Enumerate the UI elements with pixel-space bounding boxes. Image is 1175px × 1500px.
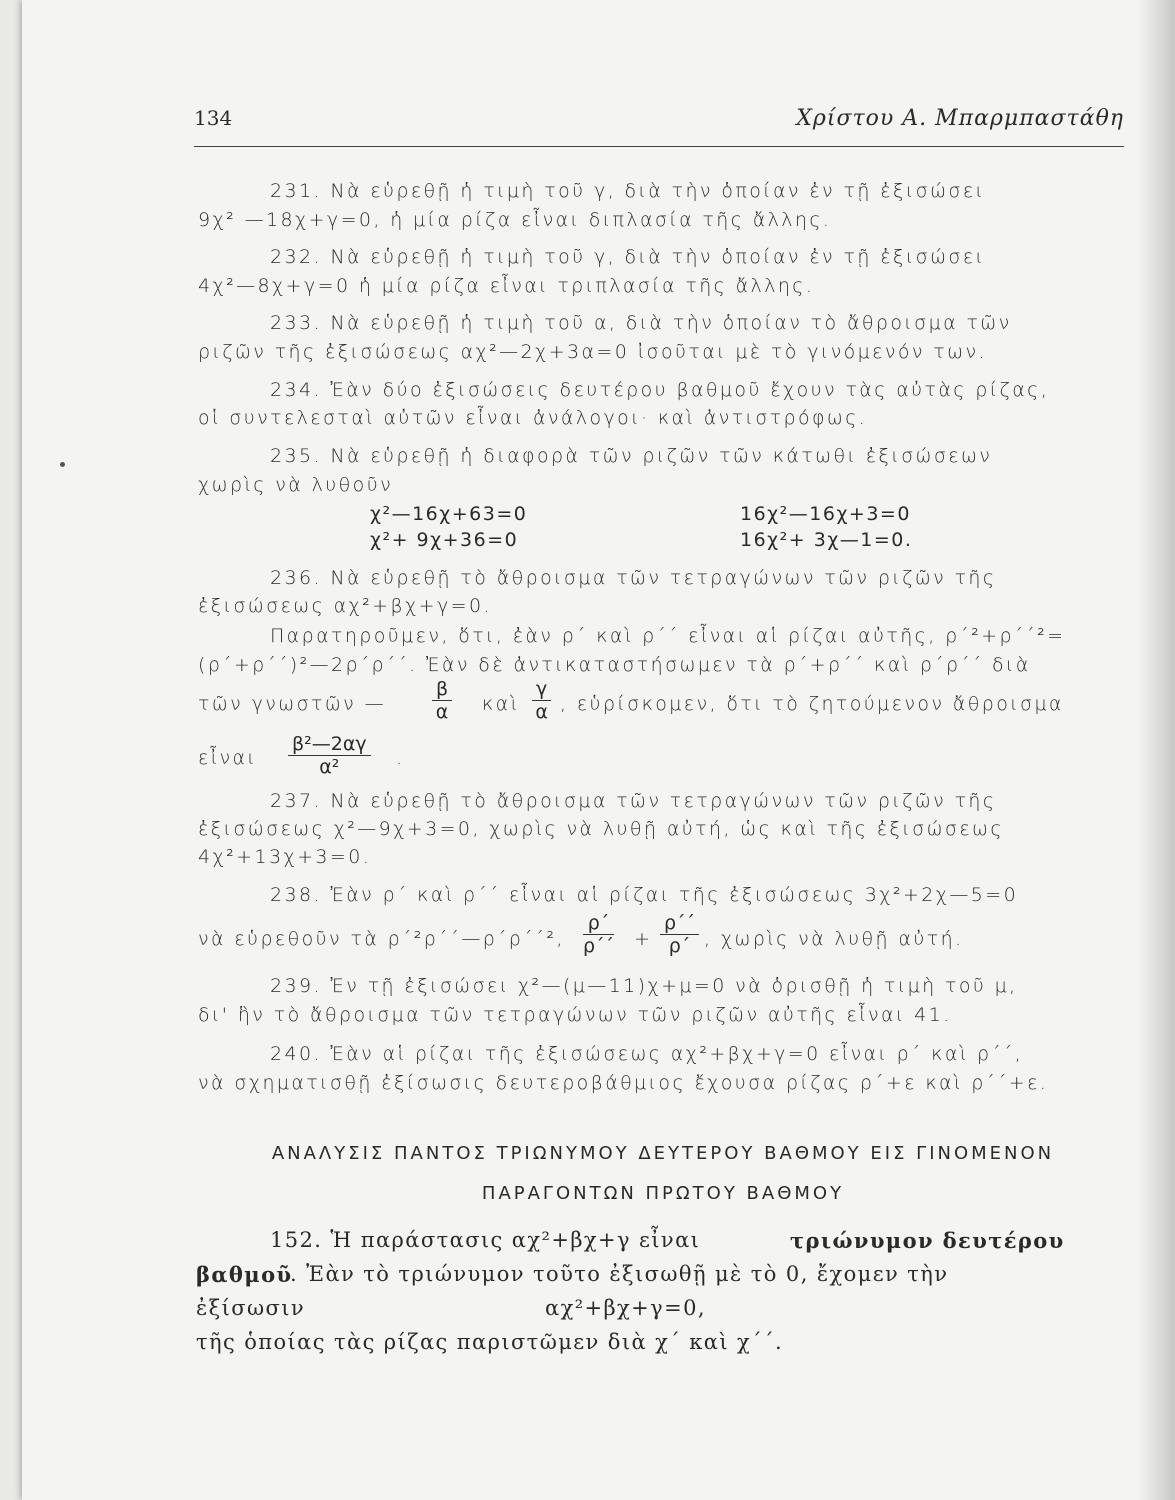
problem-236-line6-end: . — [396, 747, 405, 769]
fraction-rho1-over-rho2 — [583, 912, 614, 957]
problem-236-line3: Παρατηροῦμεν, ὅτι, ἐὰν ρ΄ καὶ ρ΄΄ εἶναι αἱ ρίζαι αὐτῆς, ρ΄²+ρ΄΄²= — [270, 625, 1066, 647]
fraction-rho2-over-rho1 — [660, 912, 699, 957]
para-152-equation: αχ²+βχ+γ=0, — [545, 1296, 706, 1320]
fraction-denominator: ρ΄΄ — [583, 935, 615, 957]
page-number: 134 — [194, 106, 233, 130]
para-152-line2: . Ἐὰν τὸ τριώνυμον τοῦτο ἐξισωθῇ μὲ τὸ 0, ἔχομεν τὴν — [290, 1262, 949, 1286]
equation-235-b: 16χ²—16χ+3=0 — [740, 503, 911, 525]
problem-235-line1: 235. Νὰ εὑρεθῇ ἡ διαφορὰ τῶν ριζῶν τῶν κάτωθι ἐξισώσεων — [270, 445, 993, 467]
problem-238-plus: + — [634, 928, 653, 950]
page-spine-shadow — [1137, 0, 1175, 1500]
problem-236-line5-and: καὶ — [482, 693, 520, 715]
problem-232-line2: 4χ²—8χ+γ=0 ἡ μία ρίζα εἶναι τριπλασία τῆς ἄλλης. — [198, 275, 815, 297]
problem-240-line2: νὰ σχηματισθῇ ἐξίσωσις δευτεροβάθμιος ἔχουσα ρίζας ρ΄+ε καὶ ρ΄΄+ε. — [198, 1072, 1049, 1094]
para-152-term-bold-cont: βαθμοῦ — [196, 1262, 293, 1287]
para-152-line1-start: 152. Ἡ παράστασις αχ²+βχ+γ εἶναι — [270, 1228, 701, 1252]
problem-232-line1: 232. Νὰ εὑρεθῇ ἡ τιμὴ τοῦ γ, διὰ τὴν ὁποίαν ἐν τῇ ἐξισώσει — [270, 246, 986, 268]
para-152-term-bold: τριώνυμον δευτέρου — [790, 1228, 1065, 1253]
fraction-sum-of-squares — [288, 733, 371, 778]
problem-236-line2: ἐξισώσεως αχ²+βχ+γ=0. — [198, 595, 492, 617]
section-title-line2: ΠΑΡΑΓΟΝΤΩΝ ΠΡΩΤΟΥ ΒΑΘΜΟΥ — [481, 1183, 845, 1204]
problem-231-line1: 231. Νὰ εὑρεθῇ ἡ τιμὴ τοῦ γ, διὰ τὴν ὁποίαν ἐν τῇ ἐξισώσει — [270, 180, 986, 202]
page-speck — [60, 462, 65, 467]
problem-236-line6-start: εἶναι — [198, 747, 258, 769]
fraction-denominator: α — [435, 701, 449, 723]
problem-233-line1: 233. Νὰ εὑρεθῇ ἡ τιμὴ τοῦ α, διὰ τὴν ὁποίαν τὸ ἄθροισμα τῶν — [270, 312, 1012, 334]
problem-233-line2: ριζῶν τῆς ἐξισώσεως αχ²—2χ+3α=0 ἰσοῦται μὲ τὸ γινόμενόν των. — [198, 341, 987, 363]
fraction-numerator: β²—2αγ — [288, 733, 371, 756]
fraction-beta-over-alpha — [432, 678, 452, 723]
problem-234-line2: οἱ συντελεσταὶ αὐτῶν εἶναι ἀνάλογοι· καὶ ἀντιστρόφως. — [198, 407, 868, 429]
fraction-gamma-over-alpha — [532, 678, 551, 723]
problem-236-line5-end: , εὑρίσκομεν, ὅτι τὸ ζητούμενον ἄθροισμα — [560, 693, 1064, 715]
para-152-line4: τῆς ὁποίας τὰς ρίζας παριστῶμεν διὰ χ΄ καὶ χ΄΄. — [196, 1330, 784, 1354]
running-header — [194, 106, 1124, 147]
equation-235-c: χ²+ 9χ+36=0 — [370, 529, 519, 551]
problem-239-line2: δι' ἣν τὸ ἄθροισμα τῶν τετραγώνων τῶν ριζῶν αὐτῆς εἶναι 41. — [198, 1004, 952, 1026]
problem-237-line2: ἐξισώσεως χ²—9χ+3=0, χωρὶς νὰ λυθῇ αὐτή, ὡς καὶ τῆς ἐξισώσεως — [198, 818, 1004, 840]
fraction-numerator: ρ΄΄ — [660, 912, 699, 935]
problem-240-line1: 240. Ἐὰν αἱ ρίζαι τῆς ἐξισώσεως αχ²+βχ+γ=0 εἶναι ρ΄ καὶ ρ΄΄, — [270, 1043, 1024, 1065]
section-title-line1: ΑΝΑΛΥΣΙΣ ΠΑΝΤΟΣ ΤΡΙΩΝΥΜΟΥ ΔΕΥΤΕΡΟΥ ΒΑΘΜΟΥ ΕΙΣ ΓΙΝΟΜΕΝΟΝ — [271, 1143, 1055, 1164]
problem-238-line2-end: , χωρὶς νὰ λυθῇ αὐτή. — [704, 928, 964, 950]
fraction-denominator: ρ΄ — [668, 935, 691, 957]
problem-236-line4: (ρ΄+ρ΄΄)²—2ρ΄ρ΄΄. Ἐὰν δὲ ἀντικαταστήσωμεν τὰ ρ΄+ρ΄΄ καὶ ρ΄ρ΄΄ διὰ — [198, 654, 1031, 676]
problem-236-line1: 236. Νὰ εὑρεθῇ τὸ ἄθροισμα τῶν τετραγώνων τῶν ριζῶν τῆς — [270, 567, 997, 589]
equation-235-d: 16χ²+ 3χ—1=0. — [740, 529, 913, 551]
problem-234-line1: 234. Ἐὰν δύο ἐξισώσεις δευτέρου βαθμοῦ ἔχουν τὰς αὐτὰς ρίζας, — [270, 379, 1050, 401]
equation-235-a: χ²—16χ+63=0 — [370, 503, 528, 525]
para-152-line3-start: ἐξίσωσιν — [196, 1296, 306, 1320]
problem-235-line2: χωρὶς νὰ λυθοῦν — [198, 474, 394, 496]
problem-236-line5-start: τῶν γνωστῶν — — [198, 693, 387, 715]
fraction-denominator: α² — [319, 756, 340, 778]
fraction-numerator: β — [432, 678, 452, 701]
problem-237-line3: 4χ²+13χ+3=0. — [198, 846, 372, 868]
fraction-denominator: α — [535, 701, 548, 723]
problem-239-line1: 239. Ἐν τῇ ἐξισώσει χ²—(μ—11)χ+μ=0 νὰ ὁρισθῇ ἡ τιμὴ τοῦ μ, — [270, 975, 1018, 997]
fraction-numerator: ρ΄ — [583, 912, 614, 935]
problem-237-line1: 237. Νὰ εὑρεθῇ τὸ ἄθροισμα τῶν τετραγώνων τῶν ριζῶν τῆς — [270, 790, 997, 812]
problem-238-line1: 238. Ἐὰν ρ΄ καὶ ρ΄΄ εἶναι αἱ ρίζαι τῆς ἐξισώσεως 3χ²+2χ—5=0 — [270, 884, 1019, 906]
problem-231-line2: 9χ² —18χ+γ=0, ἡ μία ρίζα εἶναι διπλασία τῆς ἄλλης. — [198, 209, 832, 231]
problem-238-line2-start: νὰ εὑρεθοῦν τὰ ρ΄²ρ΄΄—ρ΄ρ΄΄², — [198, 928, 565, 950]
running-head-author: Χρίστου Α. Μπαρμπαστάθη — [796, 106, 1124, 131]
fraction-numerator: γ — [532, 678, 551, 701]
